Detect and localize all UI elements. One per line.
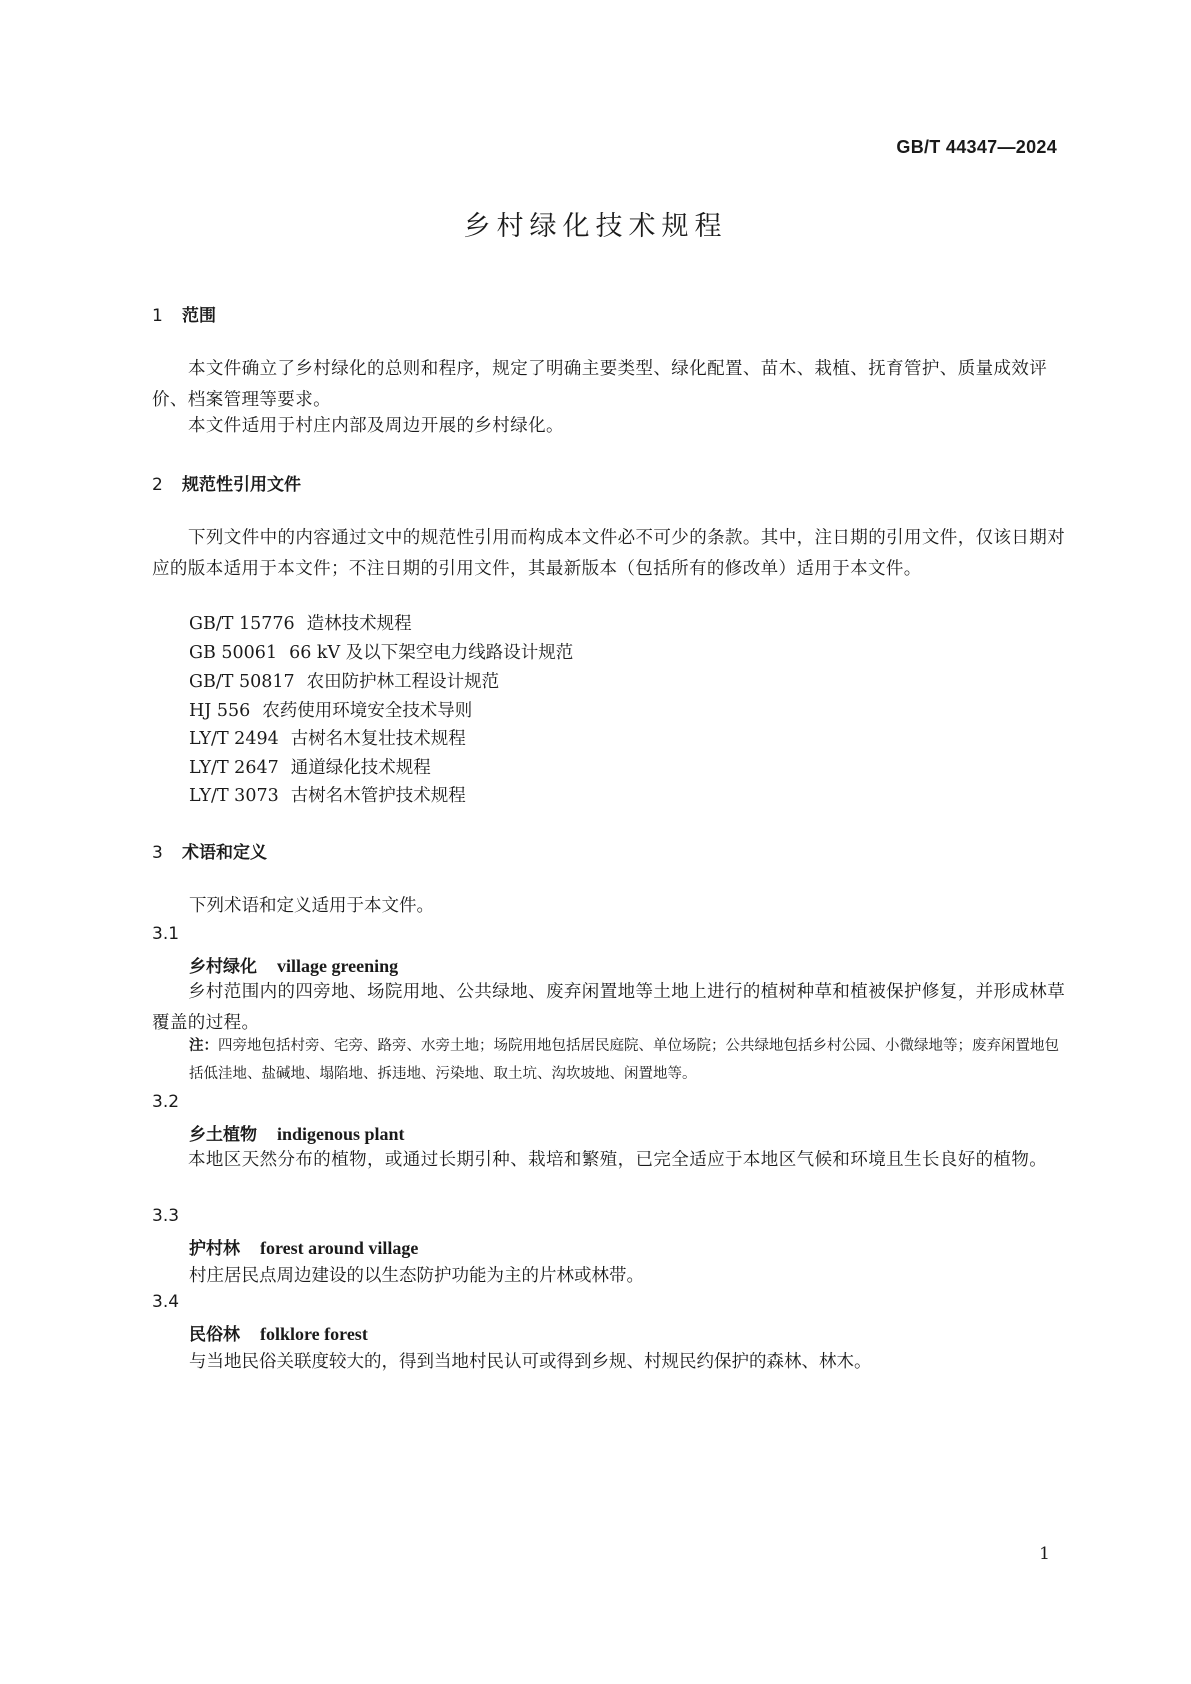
reference-item [189, 782, 466, 807]
scope-paragraph-1: 本文件确立了乡村绿化的总则和程序，规定了明确主要类型、绿化配置、苗木、栽植、抚育管护、质量成效评价、档案管理等要求。 [152, 359, 1048, 410]
reference-title: 古树名木管护技术规程 [290, 786, 466, 806]
section-1-heading [152, 301, 216, 326]
reference-code: LY/T 3073 [189, 786, 279, 806]
reference-title: 农药使用环境安全技术导则 [262, 701, 473, 721]
term-heading [189, 952, 398, 977]
term-heading [189, 1120, 405, 1145]
term-zh: 护村林 [189, 1239, 240, 1259]
term-zh: 乡村绿化 [189, 957, 257, 977]
term-definition: 本地区天然分布的植物，或通过长期引种、栽培和繁殖，已完全适应于本地区气候和环境且生长良好的植物。 [188, 1150, 1048, 1170]
reference-title: 66 kV 及以下架空电力线路设计规范 [289, 643, 574, 663]
section-number: 2 [152, 475, 163, 495]
reference-code: GB/T 15776 [189, 614, 295, 634]
note-body: 四旁地包括村旁、宅旁、路旁、水旁土地；场院用地包括居民庭院、单位场院；公共绿地包括乡村公园、小微绿地等；废弃闲置地包括低洼地、盐碱地、塌陷地、拆违地、污染地、取土坑、沟坎坡地、闲置地等。 [189, 1038, 1059, 1082]
reference-item [189, 754, 431, 779]
term-number: 3.4 [152, 1292, 180, 1312]
reference-item [189, 610, 412, 635]
reference-title: 古树名木复壮技术规程 [290, 729, 466, 749]
reference-code: HJ 556 [189, 701, 251, 721]
reference-title: 造林技术规程 [306, 614, 412, 634]
section-3-heading [152, 838, 267, 863]
term-zh: 乡土植物 [189, 1125, 257, 1145]
term-definition: 村庄居民点周边建设的以生态防护功能为主的片林或林带。 [189, 1266, 644, 1286]
term-heading [189, 1234, 418, 1259]
term-number: 3.1 [152, 924, 180, 944]
section-title: 规范性引用文件 [182, 475, 301, 495]
section-title: 术语和定义 [182, 843, 267, 863]
term-definition: 与当地民俗关联度较大的，得到当地村民认可或得到乡规、村规民约保护的森林、林木。 [189, 1352, 872, 1372]
term-zh: 民俗林 [189, 1325, 240, 1345]
reference-item [189, 668, 499, 693]
reference-title: 农田防护林工程设计规范 [306, 672, 500, 692]
reference-title: 通道绿化技术规程 [290, 758, 431, 778]
term-en: forest around village [260, 1238, 419, 1258]
standard-code: GB/T 44347—2024 [896, 137, 1057, 157]
section-title: 范围 [182, 306, 216, 326]
term-number: 3.2 [152, 1092, 180, 1112]
section-number: 3 [152, 843, 163, 863]
terms-intro: 下列术语和定义适用于本文件。 [189, 896, 434, 916]
reference-code: GB/T 50817 [189, 672, 295, 692]
section-2-heading [152, 470, 301, 495]
reference-item [189, 639, 573, 664]
page-number: 1 [1039, 1544, 1050, 1564]
term-definition: 乡村范围内的四旁地、场院用地、公共绿地、废弃闲置地等土地上进行的植树种草和植被保护修复，并形成林草覆盖的过程。 [152, 982, 1066, 1033]
term-en: village greening [277, 956, 399, 976]
term-en: folklore forest [260, 1324, 368, 1344]
reference-code: LY/T 2647 [189, 758, 279, 778]
scope-paragraph-2: 本文件适用于村庄内部及周边开展的乡村绿化。 [188, 416, 564, 436]
reference-item [189, 697, 472, 722]
references-intro: 下列文件中的内容通过文中的规范性引用而构成本文件必不可少的条款。其中，注日期的引用文件，仅该日期对应的版本适用于本文件；不注日期的引用文件，其最新版本（包括所有的修改单）适用于本文件。 [152, 528, 1066, 579]
reference-code: GB 50061 [189, 643, 278, 663]
section-number: 1 [152, 306, 163, 326]
term-en: indigenous plant [277, 1124, 405, 1144]
term-number: 3.3 [152, 1206, 180, 1226]
reference-item [189, 725, 466, 750]
document-title: 乡村绿化技术规程 [463, 211, 728, 242]
note-label: 注： [189, 1038, 218, 1054]
term-heading [189, 1320, 368, 1345]
reference-code: LY/T 2494 [189, 729, 279, 749]
term-note [189, 1032, 1073, 1088]
